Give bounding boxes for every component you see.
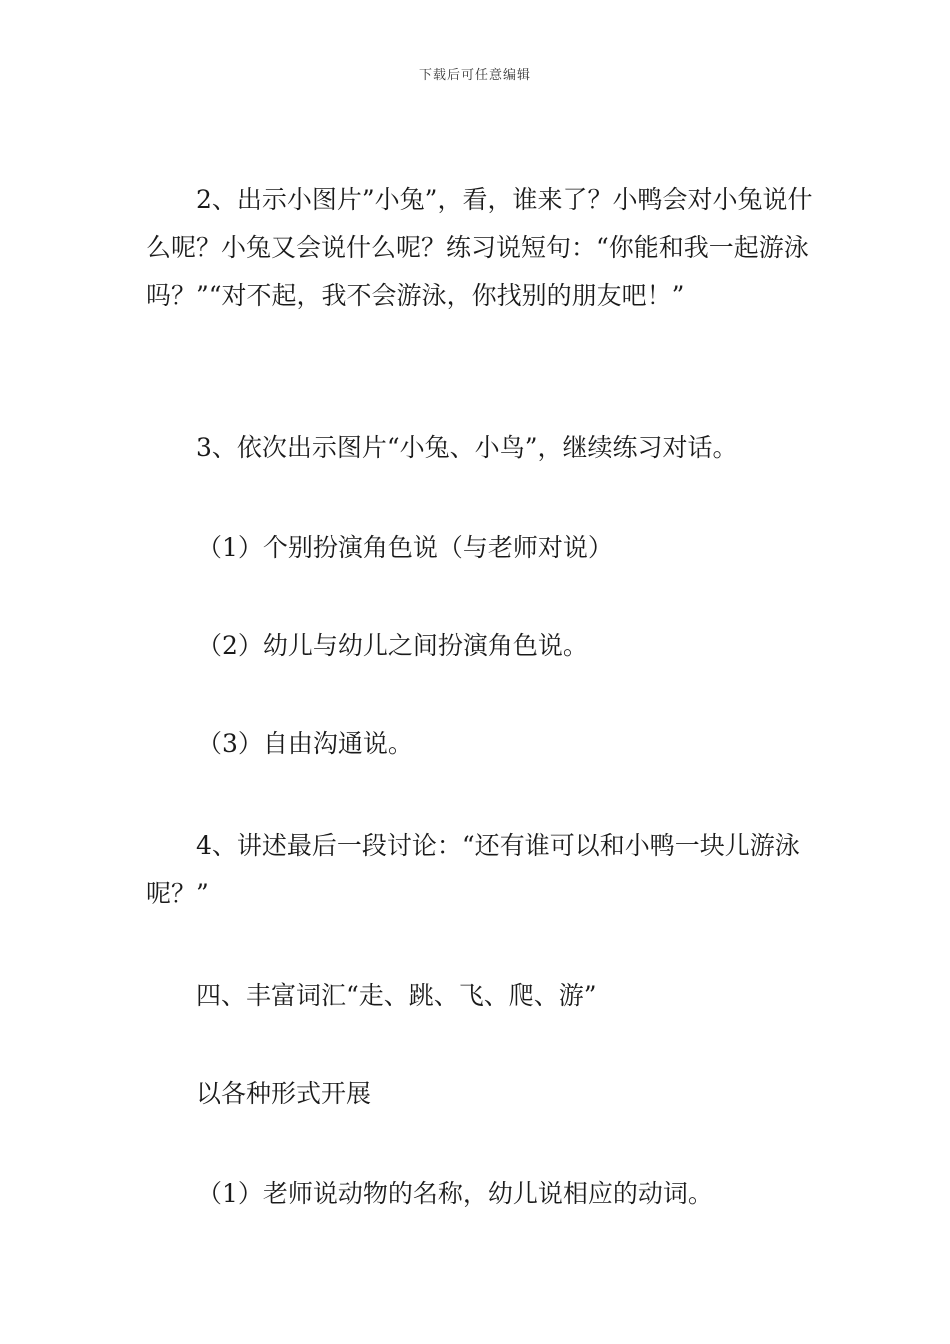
- paragraph-substep-1: （1）个别扮演角色说（与老师对说）: [197, 533, 613, 562]
- paragraph-substep-2: （2）幼儿与幼儿之间扮演角色说。: [197, 631, 588, 660]
- section-heading-vocabulary: 四、丰富词汇“走、跳、飞、爬、游”: [196, 981, 597, 1010]
- paragraph-step-4: 4、讲述最后一段讨论：“还有谁可以和小鸭一块儿游泳呢？”: [146, 831, 800, 908]
- paragraph-step-2: 2、出示小图片”小兔”，看，谁来了？小鸭会对小兔说什么呢？小兔又会说什么呢？练习说短句：“你能和我一起游泳吗？”“对不起，我不会游泳，你找别的朋友吧！”: [146, 185, 813, 310]
- paragraph-step-3: 3、依次出示图片“小兔、小鸟”，继续练习对话。: [196, 433, 738, 462]
- page-header: 下载后可任意编辑: [418, 68, 531, 83]
- paragraph-activity-intro: 以各种形式开展: [196, 1079, 372, 1108]
- paragraph-substep-3: （3）自由沟通说。: [197, 729, 413, 758]
- paragraph-activity-1: （1）老师说动物的名称，幼儿说相应的动词。: [197, 1179, 713, 1208]
